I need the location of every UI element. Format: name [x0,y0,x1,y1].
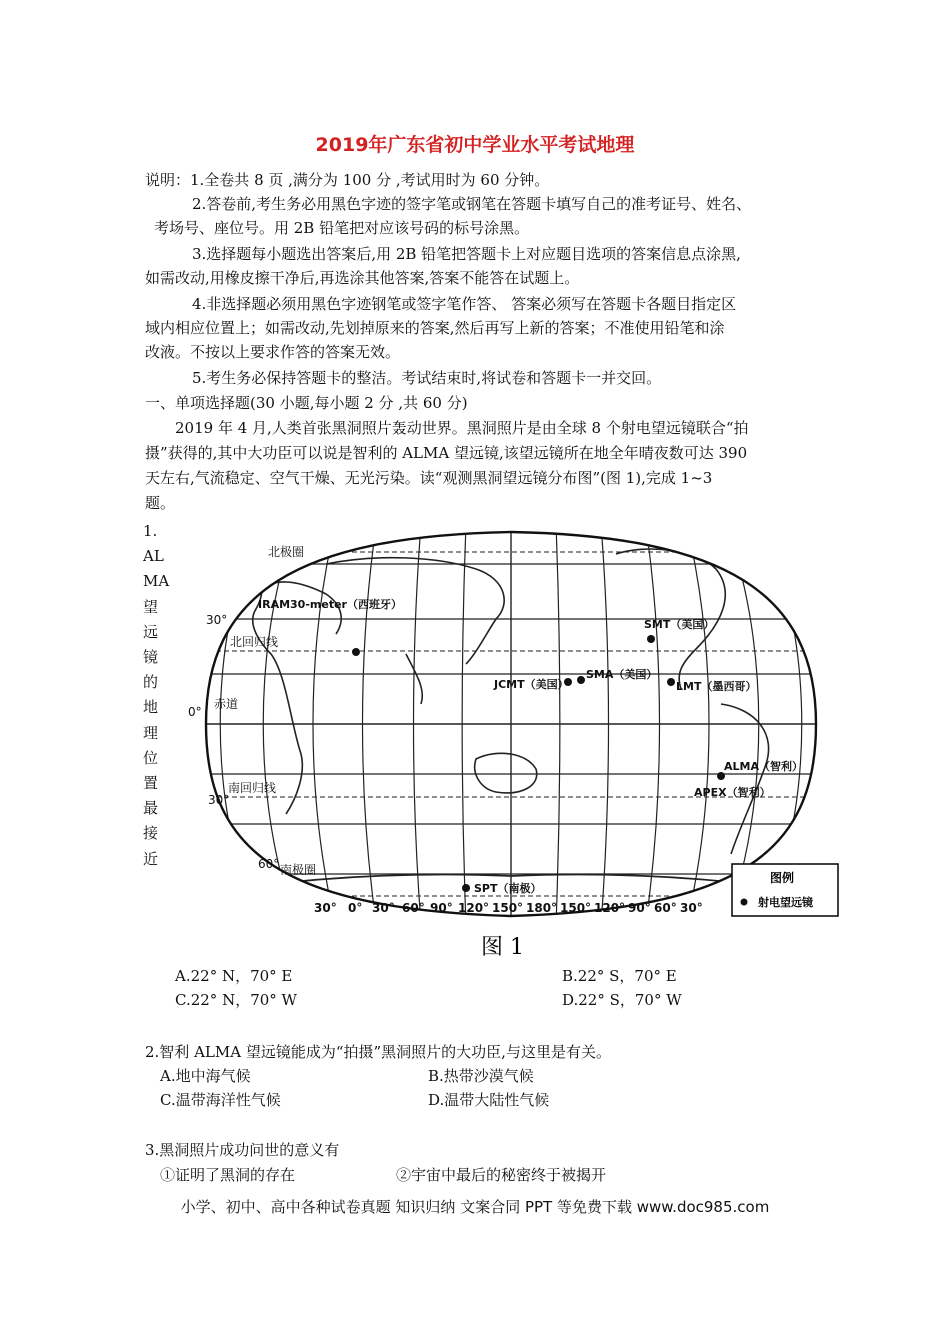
lon-tick: 90° [430,901,453,915]
q3-item-1: ①证明了黑洞的存在 [160,1166,296,1184]
label-spt: SPT（南极） [474,882,542,895]
q1-option-a: A.22° N，70° E [175,967,293,985]
passage-line-4: 题。 [145,494,176,512]
label-smt: SMT（美国） [644,618,715,631]
q3-item-2: ②宇宙中最后的秘密终于被揭开 [396,1166,607,1184]
q3-stem: 3.黑洞照片成功问世的意义有 [145,1141,340,1159]
label-lat-60s: 60° [258,857,280,871]
q1-char: 的 [143,673,159,692]
q1-char: 望 [143,597,159,616]
instruction-4: 4.非选择题必须用黑色字迹钢笔或签字笔作答、 答案必须写在答题卡各题目指定区 [192,295,737,313]
instruction-1: 说明：1.全卷共 8 页 ,满分为 100 分 ,考试用时为 60 分钟。 [145,171,550,189]
q1-option-c: C.22° N，70° W [175,991,297,1009]
instruction-2-cont: 考场号、座位号。用 2B 铅笔把对应该号码的标号涂黑。 [154,219,530,237]
telescope-marker [667,678,675,686]
q1-char: 远 [143,622,159,641]
label-jcmt: JCMT（美国） [494,678,569,691]
page-footer: 小学、初中、高中各种试卷真题 知识归纳 文案合同 PPT 等免费下载 www.doc985.com [180,1198,770,1216]
label-sma: SMA（美国） [586,668,658,681]
telescope-marker [352,648,360,656]
label-equator: 赤道 [214,697,239,711]
q2-option-a: A.地中海气候 [160,1067,251,1085]
instruction-2: 2.答卷前,考生务必用黑色字迹的签字笔或钢笔在答题卡填写自己的准考证号、姓名、 [192,195,752,213]
label-lat-30n: 30° [206,613,228,627]
q2-stem: 2.智利 ALMA 望远镜能成为“拍摄”黑洞照片的大功臣,与这里是有关。 [145,1043,611,1061]
lon-tick: 60° [654,901,677,915]
q2-option-d: D.温带大陆性气候 [428,1091,550,1109]
label-tropic-s: 南回归线 [228,781,277,795]
label-iram: IRAM30-meter（西班牙） [258,598,402,611]
q1-char: 最 [143,799,159,818]
instruction-5: 5.考生务必保持答题卡的整洁。考试结束时,将试卷和答题卡一并交回。 [192,369,662,387]
telescope-world-map [176,524,846,964]
lon-tick: 150° [560,901,592,915]
lon-tick: 0° [348,901,363,915]
label-apex: APEX（智利） [694,786,771,799]
telescope-marker [462,884,470,892]
lon-tick: 120° [594,901,626,915]
q1-option-b: B.22° S，70° E [562,967,677,985]
telescope-marker [647,635,655,643]
passage-line-3: 天左右,气流稳定、空气干燥、无光污染。读“观测黑洞望远镜分布图”(图 1),完成 1~3 [145,469,713,487]
lon-tick: 120° [458,901,490,915]
instruction-3: 3.选择题每小题选出答案后,用 2B 铅笔把答题卡上对应题目选项的答案信息点涂黑, [192,245,741,263]
legend-title: 图例 [770,871,795,885]
label-tropic-n: 北回归线 [230,635,279,649]
instruction-3-cont: 如需改动,用橡皮擦干净后,再选涂其他答案,答案不能答在试题上。 [145,269,580,287]
telescope-marker [577,676,585,684]
legend-item: 射电望远镜 [758,896,813,909]
map-legend [732,864,838,916]
lon-tick: 30° [372,901,395,915]
lon-tick: 180° [526,901,558,915]
figure-caption: 图 1 [481,935,524,960]
q1-char: 位 [143,748,159,767]
lon-tick: 30° [314,901,337,915]
q1-char: 理 [143,723,159,742]
telescope-marker [717,772,725,780]
label-lat-0: 0° [188,705,202,719]
q1-char: 置 [143,774,159,793]
lon-tick: 150° [492,901,524,915]
lon-tick: 60° [402,901,425,915]
label-south-polar: 南极圈 [280,863,317,877]
passage-line-1: 2019 年 4 月,人类首张黑洞照片轰动世界。黑洞照片是由全球 8 个射电望远镜联合“拍 [175,419,749,437]
q1-option-d: D.22° S，70° W [562,991,682,1009]
q2-option-c: C.温带海洋性气候 [160,1091,281,1109]
q1-char: AL [143,547,164,566]
section-heading: 一、单项选择题(30 小题,每小题 2 分 ,共 60 分) [145,394,468,412]
lon-tick: 30° [680,901,703,915]
instruction-4-cont: 域内相应位置上；如需改动,先划掉原来的答案,然后再写上新的答案；不准使用铅笔和涂 [145,319,725,337]
q1-char: 镜 [143,648,159,667]
label-alma: ALMA（智利） [724,760,803,773]
lon-tick: 90° [628,901,651,915]
label-north-polar: 北极圈 [268,545,305,559]
q1-char: 1. [143,522,158,540]
instruction-4-cont2: 改液。不按以上要求作答的答案无效。 [145,343,401,361]
q1-char: 近 [143,849,159,868]
q1-char: 接 [143,824,159,843]
label-lat-30s: 30° [208,793,230,807]
passage-line-2: 摄”获得的,其中大功臣可以说是智利的 ALMA 望远镜,该望远镜所在地全年晴夜数可达 390 [145,444,748,462]
q2-option-b: B.热带沙漠气候 [428,1067,534,1085]
page-title: 2019年广东省初中学业水平考试地理 [315,134,635,156]
q1-char: MA [143,572,170,591]
q1-char: 地 [143,698,159,717]
question-1-stem [143,519,170,872]
label-lmt: LMT（墨西哥） [676,680,757,693]
legend-marker [741,899,748,906]
